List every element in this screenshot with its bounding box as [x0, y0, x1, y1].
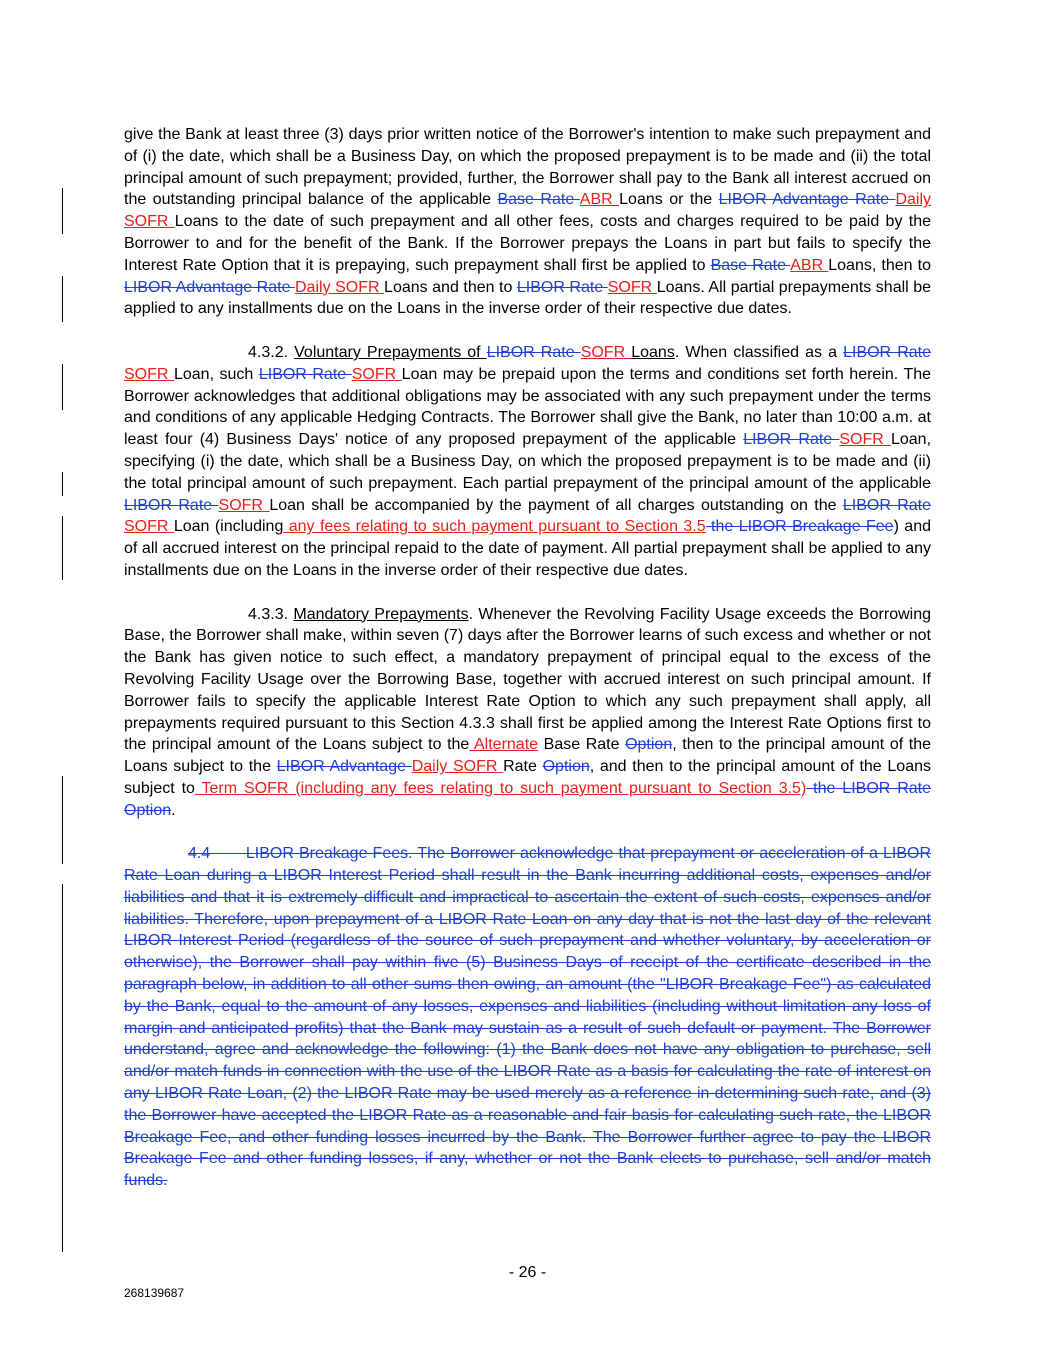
inserted-text: Alternate: [469, 736, 539, 754]
deleted-text: the LIBOR Rate Option: [124, 779, 932, 819]
deleted-text: the LIBOR Breakage Fee: [705, 518, 894, 536]
document-id: 268139687: [124, 1286, 185, 1300]
inserted-text: ABR: [790, 256, 829, 274]
text-run: Base Rate: [538, 736, 626, 754]
text-run: Loan shall be accompanied by the payment of all charges outstanding on the: [269, 496, 843, 514]
deleted-text: LIBOR Advantage Rate: [124, 278, 295, 296]
change-bar: [62, 776, 63, 864]
text-run: Loans and then to: [384, 278, 517, 296]
text-run: ) and of all accrued interest on the principal repaid to the date of payment. All partial prepayment shall be applied to any installments due on the Loans in the inverse order of their respective due dates.: [124, 518, 932, 579]
text-run: Loans or the: [619, 191, 719, 209]
change-bar: [62, 364, 63, 410]
change-bar: [62, 884, 63, 1252]
inserted-text: SOFR: [218, 496, 270, 514]
text-run: , then to the principal amount of the Loans subject to the: [124, 736, 932, 776]
paragraph-4-3-1-continuation: [124, 124, 931, 320]
deleted-text: Option: [625, 736, 673, 754]
text-run: . When classified as a: [674, 343, 844, 361]
text-run: . Whenever the Revolving Facility Usage exceeds the Borrowing Base, the Borrower shall make, within seven (7) days after the Borrower learns of such excess and whether or not the Bank has given notice to such effect, a mandatory prepayment of principal equal to the excess of the Revolving Facility Usage over the Borrowing Base, together with accrued interest on such principal amount. If Borrower fails to specify the applicable Interest Rate Option to which any such prepayment shall apply, all prepayments required pursuant to this Section 4.3.3 shall first be applied among the Interest Rate Options first to the principal amount of the Loans subject to the: [124, 605, 932, 754]
deleted-text: LIBOR Advantage Rate: [718, 191, 896, 209]
deleted-text: LIBOR Rate: [743, 431, 840, 449]
underlined-heading-text: Loans: [631, 343, 675, 361]
change-bar: [62, 276, 63, 322]
deleted-text: LIBOR Advantage: [276, 758, 412, 776]
text-run: Loan (including: [173, 518, 284, 536]
deleted-text: Option: [542, 758, 590, 776]
deleted-text: Base Rate: [497, 191, 580, 209]
deleted-text: LIBOR Rate: [516, 278, 608, 296]
inserted-text: Term SOFR (including any fees relating to such payment pursuant to Section 3.5): [194, 779, 807, 797]
paragraph-4-3-2-voluntary-prepayments: [124, 342, 931, 582]
deleted-text: Base Rate: [710, 256, 791, 274]
change-bar: [62, 516, 63, 580]
inserted-text: any fees relating to such payment pursuant to Section 3.5: [283, 518, 706, 536]
change-bar: [62, 472, 63, 496]
inserted-text: Daily SOFR: [411, 758, 504, 776]
inserted-text: Daily SOFR: [295, 278, 385, 296]
inserted-text: SOFR: [124, 518, 174, 536]
deleted-text: LIBOR Rate: [124, 496, 219, 514]
deleted-text: LIBOR Rate: [843, 343, 931, 361]
inserted-text: ABR: [579, 191, 620, 209]
deleted-text: LIBOR Rate: [842, 496, 932, 514]
text-run: Loans to the date of such prepayment and all other fees, costs and charges required to be paid by the Borrower to and for the benefit of the Bank. If the Borrower prepays the Loans in part but fails to specify the Interest Rate Option that it is prepaying, such prepayment shall first be applied to: [124, 213, 932, 274]
deleted-text: LIBOR Rate: [258, 365, 352, 383]
inserted-text: SOFR: [580, 343, 632, 361]
document-page: [124, 124, 931, 1214]
paragraph-4-3-3-mandatory-prepayments: [124, 604, 931, 822]
text-run: 4.3.3.: [248, 605, 294, 623]
inserted-text: SOFR: [607, 278, 657, 296]
text-run: Loan, specifying (i) the date, which shall be a Business Day, on which the proposed prepayment is to be made and (ii) the total principal amount of such prepayment. Each partial prepayment of the principal amount of the applicable: [124, 431, 932, 492]
change-bar: [62, 188, 63, 234]
text-run: 4.3.2.: [248, 343, 295, 361]
inserted-text: SOFR: [351, 365, 402, 383]
deleted-text: 4.4 LIBOR Breakage Fees. The Borrower acknowledge that prepayment or acceleration of a LIBOR Rate Loan during a LIBOR Interest Period shall result in the Bank incurring additional costs, expenses and/or liabilities and that it is extremely difficult and impractical to ascertain the extent of such costs, expenses and/or liabilities. Therefore, upon prepayment of a LIBOR Rate Loan on any day that is not the last day of the relevant LIBOR Interest Period (regardless of the source of such prepayment and whether voluntary, by acceleration or otherwise), the Borrower shall pay within five (5) Business Days of receipt of the certificate described in the paragraph below, in addition to all other sums then owing, an amount (the "LIBOR Breakage Fee") as calculated by the Bank, equal to the amount of any losses, expenses and liabilities (including without limitation any loss of margin and anticipated profits) that the Bank may sustain as a result of such default or payment. The Borrower understand, agree and acknowledge the following: (1) the Bank does not have any obligation to purchase, sell and/or match funds in connection with the use of the LIBOR Rate as a basis for calculating the rate of interest on any LIBOR Rate Loan, (2) the LIBOR Rate may be used merely as a reference in determining such rate, and (3) the Borrower have accepted the LIBOR Rate as a reasonable and fair basis for calculating such rate, the LIBOR Breakage Fee, and other funding losses incurred by the Bank. The Borrower further agree to pay the LIBOR Breakage Fee and other funding losses, if any, whether or not the Bank elects to purchase, sell and/or match funds.: [124, 845, 931, 1190]
inserted-text: SOFR: [839, 431, 891, 449]
text-run: Loans, then to: [828, 256, 932, 274]
text-run: Loans. All partial prepayments shall be applied to any installments due on the Loans in the inverse order of their respective due dates.: [124, 278, 932, 318]
text-run: give the Bank at least three (3) days prior written notice of the Borrower's intention to make such prepayment and of (i) the date, which shall be a Business Day, on which the proposed prepayment is to be made and (ii) the total principal amount of such prepayment; provided, further, the Borrower shall pay to the Bank all interest accrued on the outstanding principal balance of the applicable: [124, 126, 931, 209]
page-number: - 26 -: [508, 1264, 547, 1281]
deleted-text: LIBOR Rate: [486, 343, 581, 361]
text-run: Loan may be prepaid upon the terms and conditions set forth herein. The Borrower acknowledges that additional obligations may be associated with any such prepayment under the terms and conditions of any applicable Hedging Contracts. The Borrower shall give the Bank, no later than 10:00 a.m. at least four (4) Business Days' notice of any proposed prepayment of the applicable: [124, 365, 932, 449]
inserted-text: SOFR: [124, 365, 174, 383]
text-run: Loan, such: [173, 365, 259, 383]
underlined-heading-text: Voluntary Prepayments of: [294, 343, 487, 361]
underlined-heading-text: Mandatory Prepayments: [293, 605, 469, 623]
text-run: .: [171, 801, 176, 819]
text-run: , and then to the principal amount of the Loans subject to: [124, 758, 931, 797]
paragraph-4-4-libor-breakage-fees-deleted: [124, 843, 931, 1192]
inserted-text: Daily SOFR: [124, 191, 931, 231]
text-run: Rate: [503, 758, 543, 776]
